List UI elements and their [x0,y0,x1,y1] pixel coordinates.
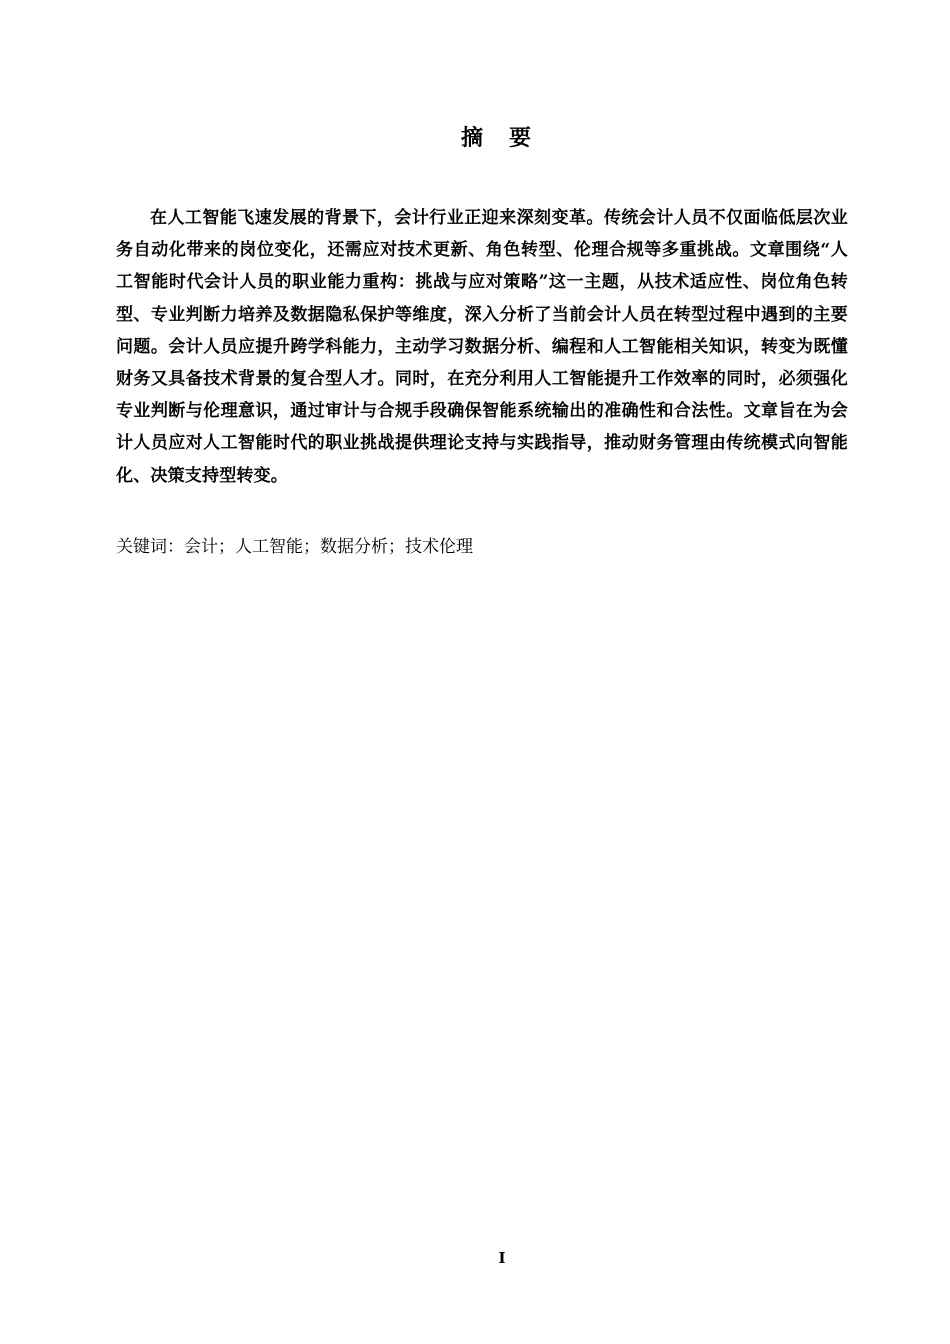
keywords-line: 关键词：会计；人工智能；数据分析；技术伦理 [116,537,473,557]
abstract-body: 在人工智能飞速发展的背景下，会计行业正迎来深刻变革。传统会计人员不仅面临低层次业务自动化带来的岗位变化，还需应对技术更新、角色转型、伦理合规等多重挑战。文章围绕“人工智能时代会计人员的职业能力重构：挑战与应对策略”这一主题，从技术适应性、岗位角色转型、专业判断力培养及数据隐私保护等维度，深入分析了当前会计人员在转型过程中遇到的主要问题。会计人员应提升跨学科能力，主动学习数据分析、编程和人工智能相关知识，转变为既懂财务又具备技术背景的复合型人才。同时，在充分利用人工智能提升工作效率的同时，必须强化专业判断与伦理意识，通过审计与合规手段确保智能系统输出的准确性和合法性。文章旨在为会计人员应对人工智能时代的职业挑战提供理论支持与实践指导，推动财务管理由传统模式向智能化、决策支持型转变。 [116,208,848,486]
page-number: I [498,1249,506,1267]
abstract-title: 摘要 [460,125,557,151]
